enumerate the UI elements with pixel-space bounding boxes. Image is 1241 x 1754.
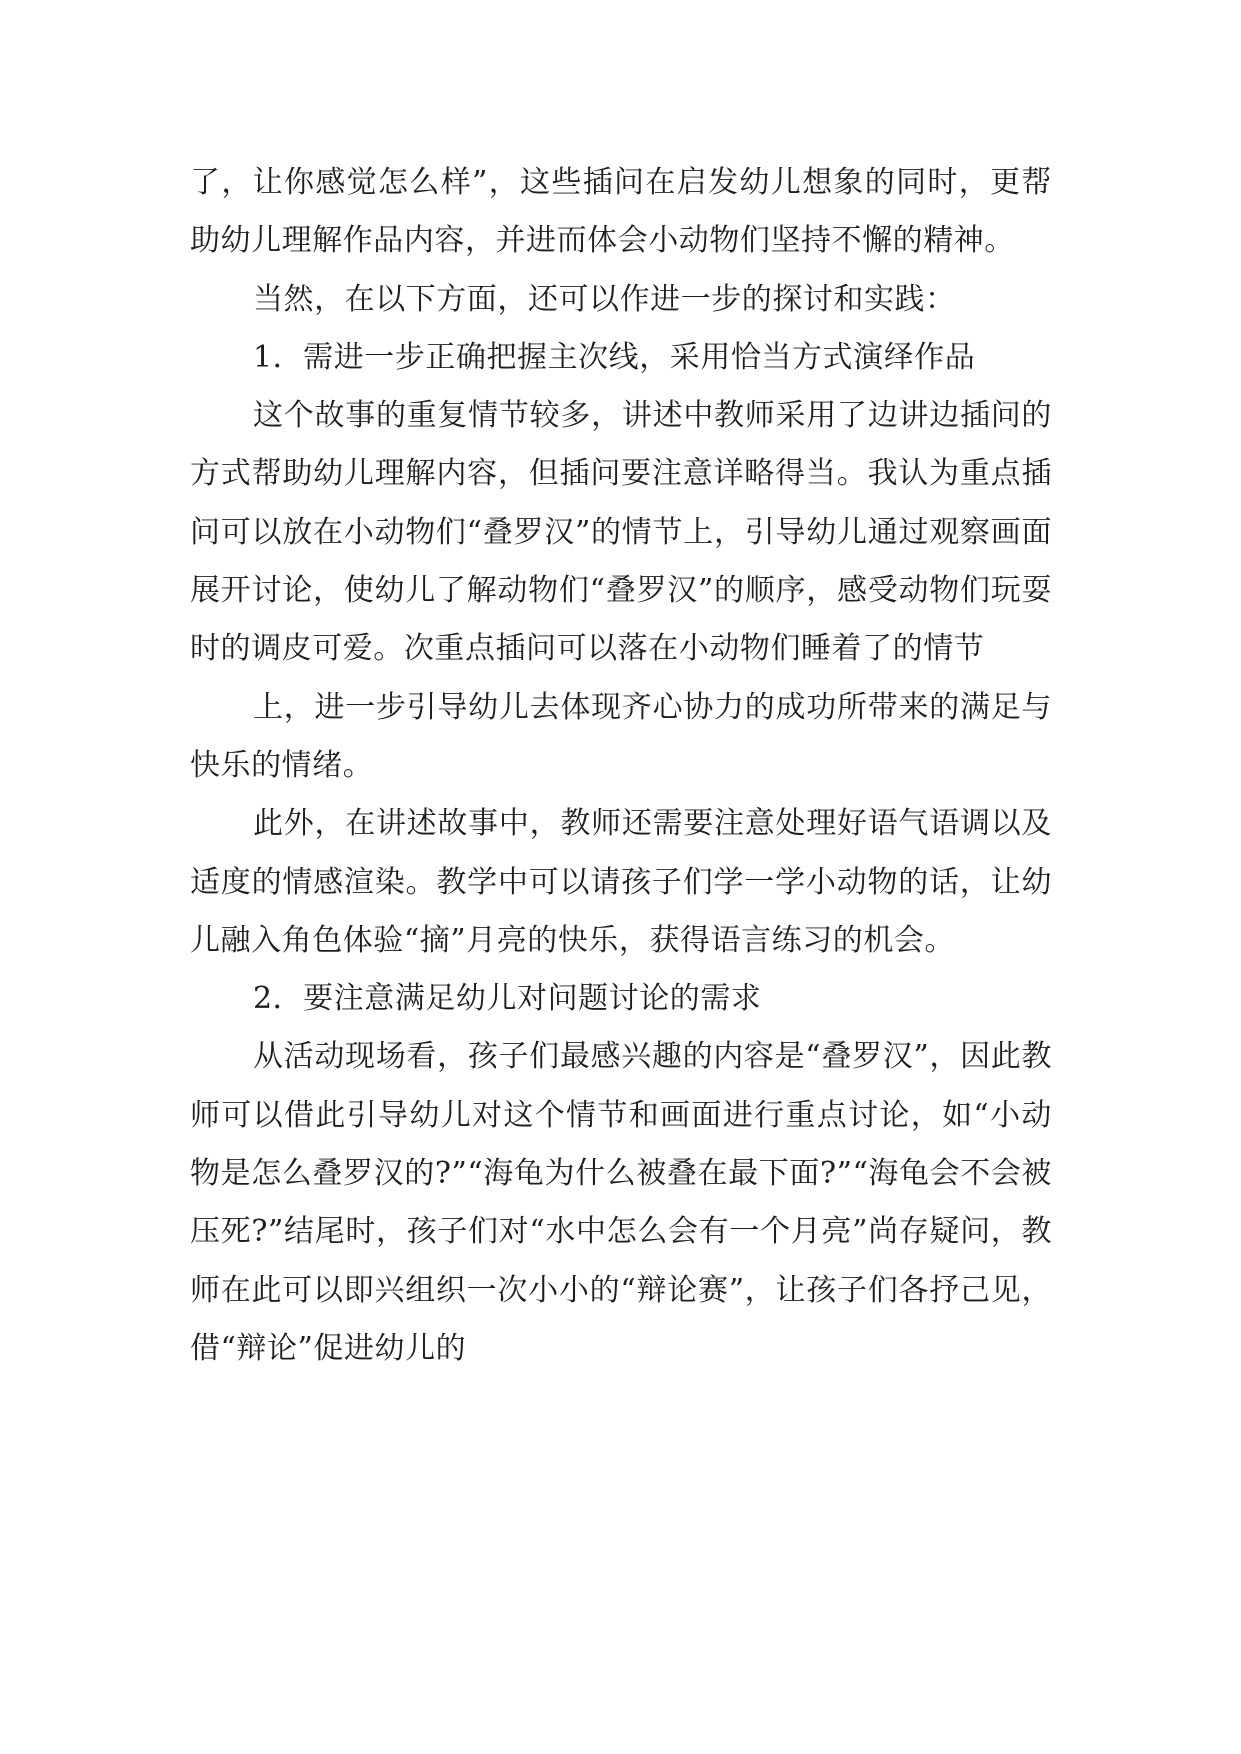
- paragraph: 了，让你感觉怎么样”，这些插问在启发幼儿想象的同时，更帮助幼儿理解作品内容，并进而体会小动物们坚持不懈的精神。: [190, 165, 1052, 259]
- paragraph: 上，进一步引导幼儿去体现齐心协力的成功所带来的满足与快乐的情绪。: [190, 689, 1052, 783]
- paragraph: 当然，在以下方面，还可以作进一步的探讨和实践：: [253, 281, 956, 317]
- section-heading: 1．需进一步正确把握主次线，采用恰当方式演绎作品: [253, 339, 976, 375]
- paragraph: 从活动现场看，孩子们最感兴趣的内容是“叠罗汉”，因此教师可以借此引导幼儿对这个情节和画面进行重点讨论，如“小动物是怎么叠罗汉的?”“海龟为什么被叠在最下面?”“海龟会不会被压死?”结尾时，孩子们对“水中怎么会有一个月亮”尚存疑问，教师在此可以即兴组织一次小小的“辩论赛”，让孩子们各抒己见，借“辩论”促进幼儿的: [190, 1039, 1052, 1366]
- paragraph: 这个故事的重复情节较多，讲述中教师采用了边讲边插问的方式帮助幼儿理解内容，但插问要注意详略得当。我认为重点插问可以放在小动物们“叠罗汉”的情节上，引导幼儿通过观察画面展开讨论，使幼儿了解动物们“叠罗汉”的顺序，感受动物们玩耍时的调皮可爱。次重点插问可以落在小动物们睡着了的情节: [190, 398, 1052, 667]
- section-heading: 2．要注意满足幼儿对问题讨论的需求: [253, 981, 762, 1017]
- paragraph: 此外，在讲述故事中，教师还需要注意处理好语气语调以及适度的情感渲染。教学中可以请孩子们学一学小动物的话，让幼儿融入角色体验“摘”月亮的快乐，获得语言练习的机会。: [190, 806, 1052, 958]
- body-text: [190, 154, 1052, 1378]
